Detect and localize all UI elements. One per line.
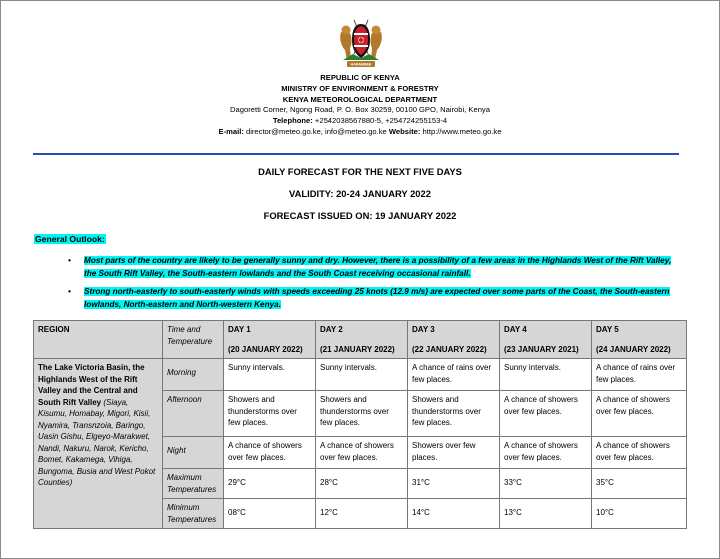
day-date: (23 JANUARY 2021) [504,344,579,354]
address-line: Dagoretti Corner, Ngong Road, P. O. Box 30259, 00100 GPO, Nairobi, Kenya [230,105,490,115]
day-date: (21 JANUARY 2022) [320,344,395,354]
header-divider [33,153,679,155]
forecast-titles [0,166,720,232]
forecast-cell: Showers and thunderstorms over few places. [224,391,316,437]
temperature-cell: 29°C [224,469,316,499]
forecast-cell: A chance of rains over few places. [592,359,687,391]
forecast-cell: Sunny intervals. [224,359,316,391]
telephone-line [0,116,720,127]
bullet-icon: • [68,256,71,265]
day-header [224,321,316,359]
temperature-cell: 35°C [592,469,687,499]
region-cell [34,359,163,529]
day-label: DAY 3 [412,325,435,334]
region-counties: (Siaya, Kisumu, Homabay, Migori, Kisii, Nyamira, Transnzoia, Baringo, Uasin Gishu, Elgeyo-Marakwet, Nandi, Nakuru, Narok, Kericho, Bomet, Kakamega, Vihiga, Bungoma, Busia and West Pokot Counties) [38,397,156,487]
outlook-bullet-text: Strong north-easterly to south-easterly winds with speeds exceeding 25 knots (12.9 m/s) are expected over some parts of the Coast, the South-eastern lowlands, North-eastern and North-western Kenya. [84,287,670,309]
email-label: E-mail: [218,126,244,136]
day-header [592,321,687,359]
temperature-cell: 12°C [316,499,408,529]
table-row [34,359,687,391]
temperature-cell: 13°C [500,499,592,529]
outlook-bullets [58,255,684,317]
forecast-cell: A chance of showers over few places. [592,391,687,437]
forecast-cell: Sunny intervals. [316,359,408,391]
forecast-heading: DAILY FORECAST FOR THE NEXT FIVE DAYS [258,166,462,177]
forecast-cell: Showers and thunderstorms over few places. [408,391,500,437]
forecast-cell: Showers and thunderstorms over few places. [316,391,408,437]
ministry-name: MINISTRY OF ENVIRONMENT & FORESTRY [281,83,439,93]
telephone-value: +2542038567880-5, +254724255153-4 [312,116,448,126]
republic-name: REPUBLIC OF KENYA [320,73,400,82]
temperature-cell: 14°C [408,499,500,529]
day-header [316,321,408,359]
day-label: DAY 4 [504,325,527,334]
outlook-bullet [58,286,684,311]
time-of-day-label: Morning [163,359,224,391]
bullet-icon: • [68,287,71,297]
forecast-cell: Showers over few places. [408,437,500,469]
day-label: DAY 2 [320,325,343,334]
forecast-cell: A chance of showers over few places. [500,391,592,437]
temperature-cell: 08°C [224,499,316,529]
website-label: Website: [388,126,421,136]
temperature-cell: 10°C [592,499,687,529]
day-date: (20 JANUARY 2022) [228,344,303,354]
website-value: http://www.meteo.go.ke [420,126,502,136]
day-header [500,321,592,359]
forecast-cell: A chance of showers over few places. [500,437,592,469]
time-temperature-header: Time and Temperature [163,321,224,359]
outlook-bullet [58,255,684,280]
letterhead [0,73,720,138]
day-label: DAY 5 [596,325,619,334]
issued-line: FORECAST ISSUED ON: 19 JANUARY 2022 [263,210,457,221]
telephone-label: Telephone: [272,116,313,126]
validity-line: VALIDITY: 20-24 JANUARY 2022 [289,188,431,199]
forecast-cell: A chance of showers over few places. [316,437,408,469]
temperature-cell: 31°C [408,469,500,499]
forecast-cell: Sunny intervals. [500,359,592,391]
temperature-cell: 28°C [316,469,408,499]
day-header [408,321,500,359]
region-name: The Lake Victoria Basin, the Highlands West of the Rift Valley and the Central and South Rift Valley [38,363,145,407]
outlook-bullet-text: Most parts of the country are likely to be generally sunny and dry. However, there is a possibility of a few areas in the Highlands West of the Rift Valley, the South Rift Valley, the South-eastern lowlands and the South Coast receiving occasional rainfall. [84,256,672,278]
contact-line [0,127,720,138]
day-label: DAY 1 [228,325,251,334]
time-of-day-label: Afternoon [163,391,224,437]
temperature-cell: 33°C [500,469,592,499]
time-of-day-label: Minimum Temperatures [163,499,224,529]
forecast-cell: A chance of showers over few places. [224,437,316,469]
department-name: KENYA METEOROLOGICAL DEPARTMENT [282,94,438,104]
forecast-cell: A chance of showers over few places. [592,437,687,469]
region-header: REGION [34,321,163,359]
table-header-row [34,321,687,359]
time-of-day-label: Night [163,437,224,469]
time-of-day-label: Maximum Temperatures [163,469,224,499]
kenya-coat-of-arms-icon [335,18,387,70]
forecast-cell: A chance of rains over few places. [408,359,500,391]
email-value: director@meteo.go.ke, info@meteo.go.ke [243,126,389,136]
day-date: (22 JANUARY 2022) [412,344,487,354]
general-outlook-label: General Outlook: [35,234,105,244]
crest-motto: HARAMBEE [350,62,372,67]
day-date: (24 JANUARY 2022) [596,344,671,354]
forecast-table [33,320,687,529]
